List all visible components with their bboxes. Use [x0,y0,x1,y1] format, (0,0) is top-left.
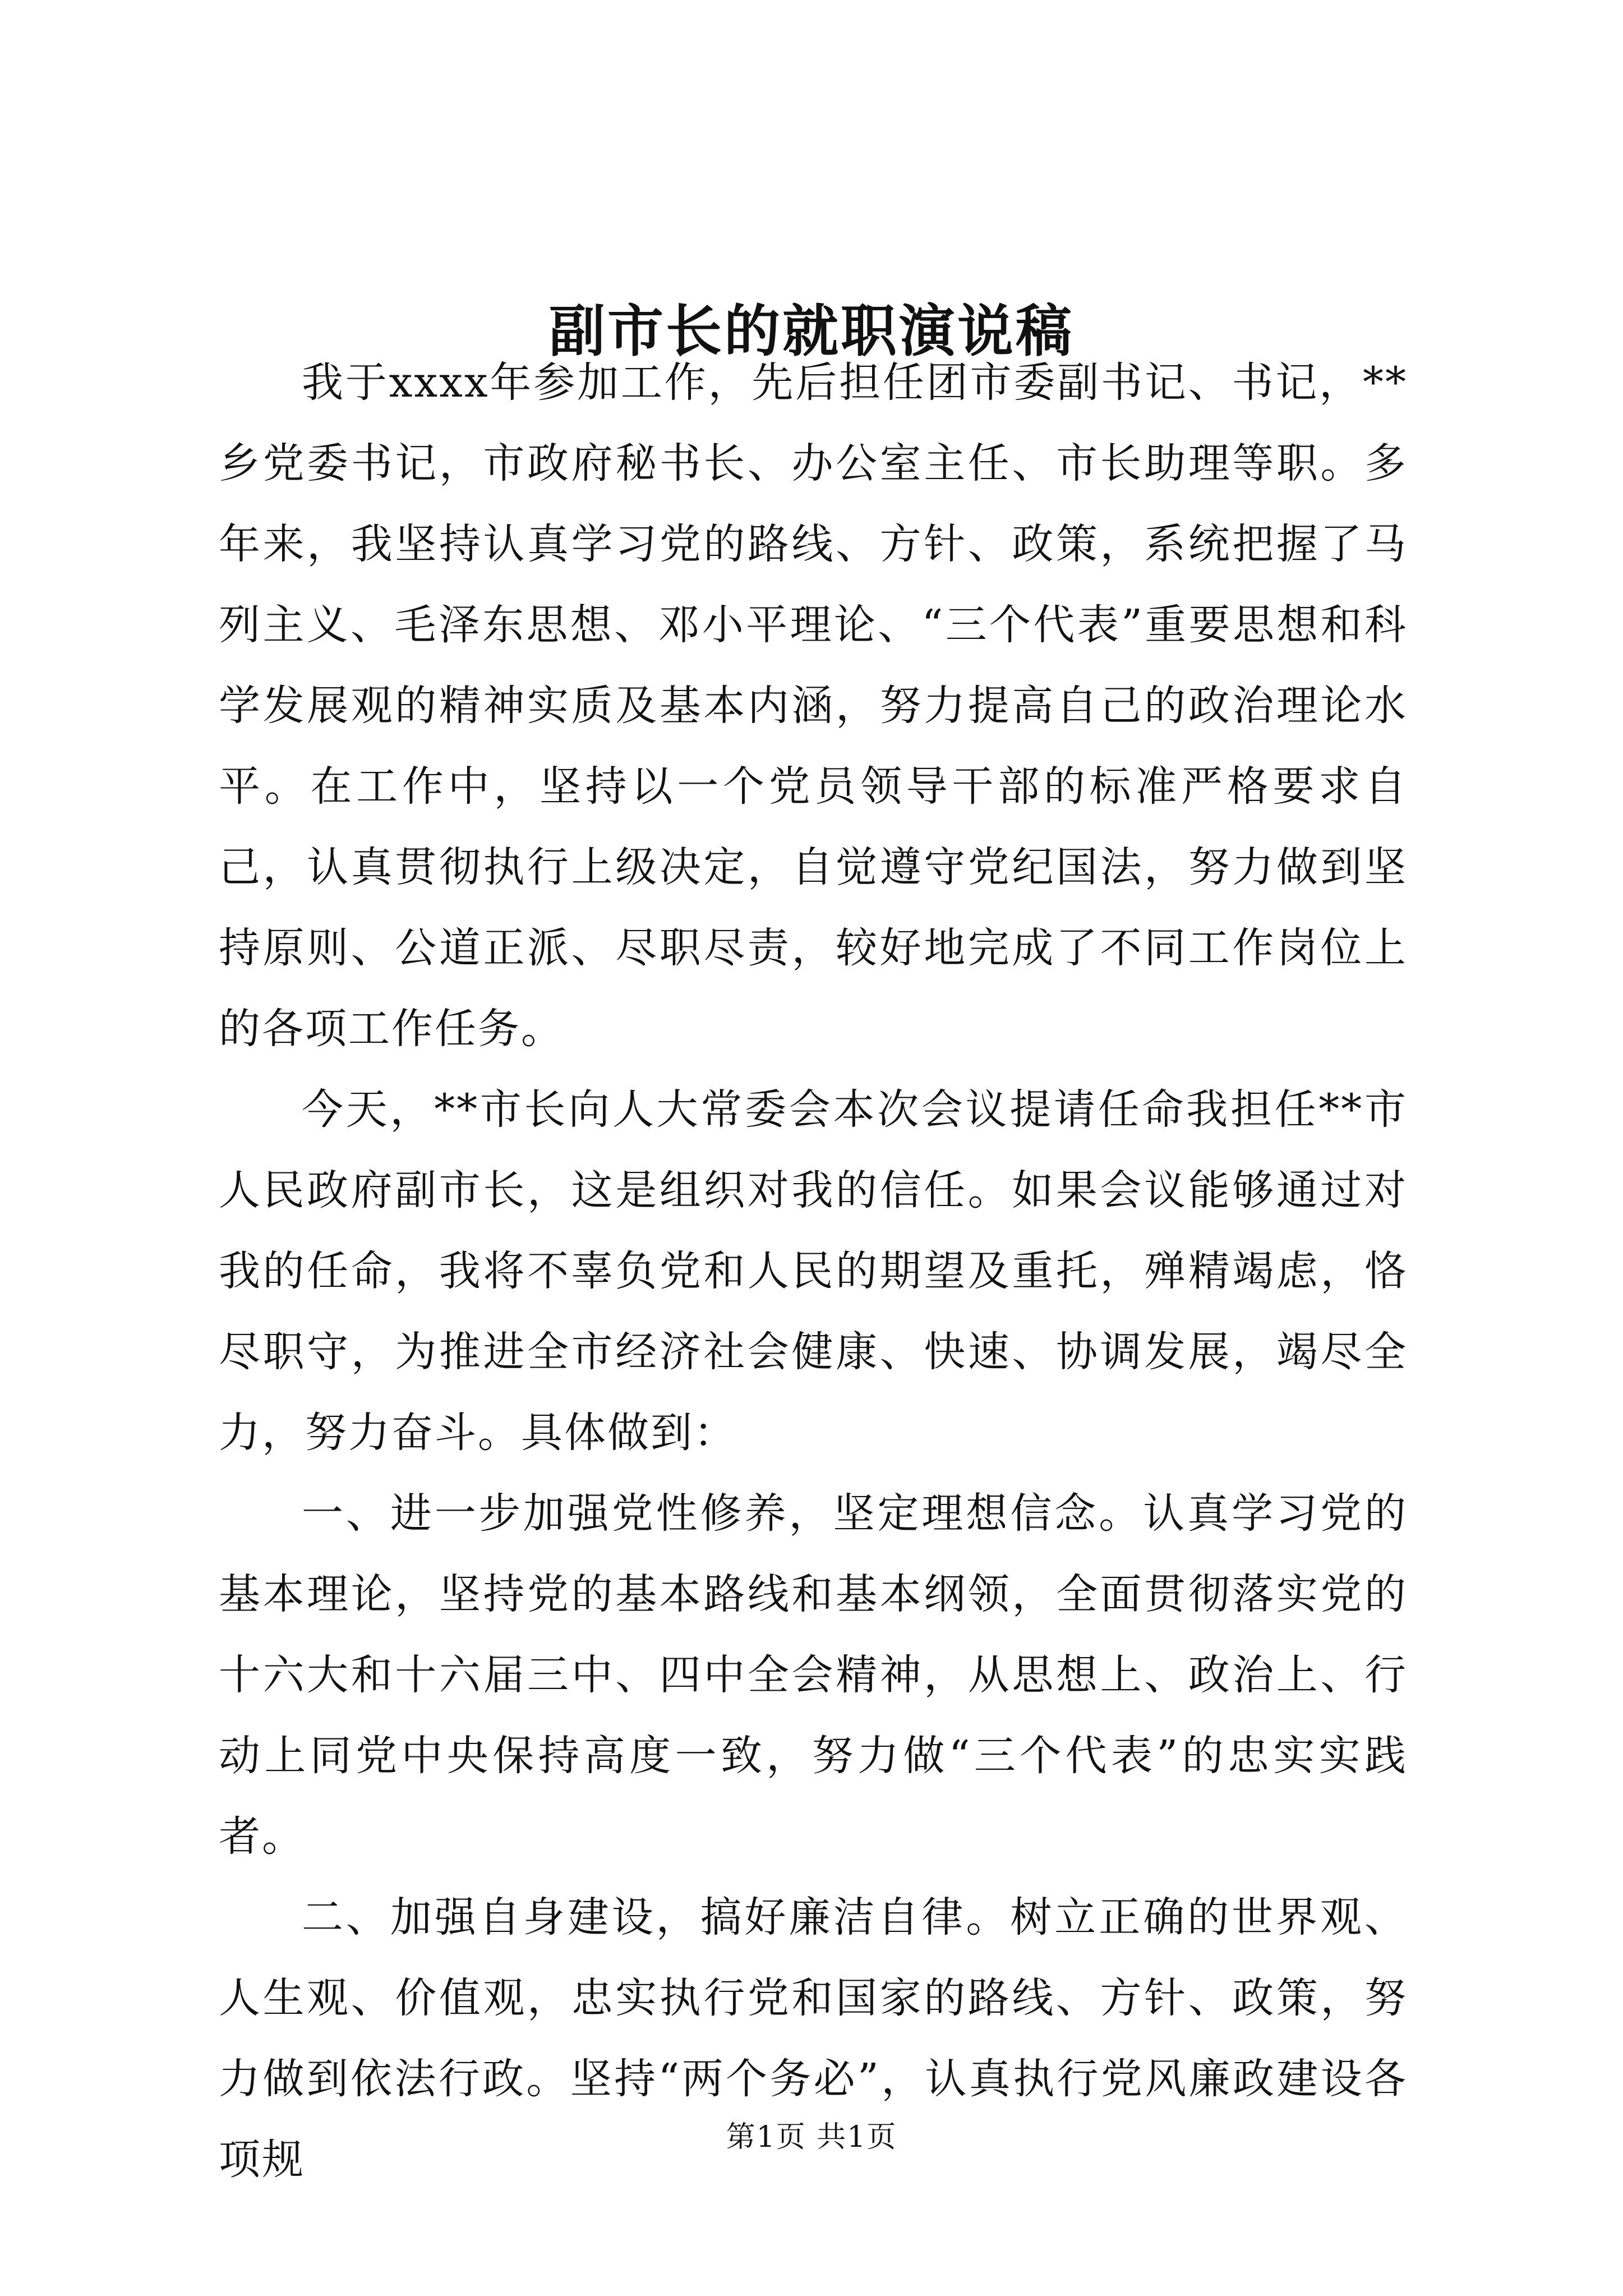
document-body [219,342,1408,2200]
paragraph-work-history: 我于xxxx年参加工作，先后担任团市委副书记、书记，**乡党委书记，市政府秘书长、办公室主任、市长助理等职。多年来，我坚持认真学习党的路线、方针、政策，系统把握了马列主义、毛泽东思想、邓小平理论、“三个代表”重要思想和科学发展观的精神实质及基本内涵，努力提高自己的政治理论水平。在工作中，坚持以一个党员领导干部的标准严格要求自己，认真贯彻执行上级决定，自觉遵守党纪国法，努力做到坚持原则、公道正派、尽职尽责，较好地完成了不同工作岗位上的各项工作任务。 [219,358,1408,1053]
paragraph-point-two: 二、加强自身建设，搞好廉洁自律。树立正确的世界观、人生观、价值观，忠实执行党和国家的路线、方针、政策，努力做到依法行政。坚持“两个务必”，认真执行党风廉政建设各项规 [219,1893,1408,2184]
paragraph-appointment: 今天，**市长向人大常委会本次会议提请任命我担任**市人民政府副市长，这是组织对我的信任。如果会议能够通过对我的任命，我将不辜负党和人民的期望及重托，殚精竭虑，恪尽职守，为推进全市经济社会健康、快速、协调发展，竭尽全力，努力奋斗。具体做到： [219,1085,1408,1457]
paragraph-point-one: 一、进一步加强党性修养，坚定理想信念。认真学习党的基本理论，坚持党的基本路线和基本纲领，全面贯彻落实党的十六大和十六届三中、四中全会精神，从思想上、政治上、行动上同党中央保持高度一致，努力做“三个代表”的忠实实践者。 [219,1489,1408,1861]
page-footer: 第1页 共1页 [726,2120,897,2154]
document-title: 副市长的就职演说稿 [549,298,1074,364]
